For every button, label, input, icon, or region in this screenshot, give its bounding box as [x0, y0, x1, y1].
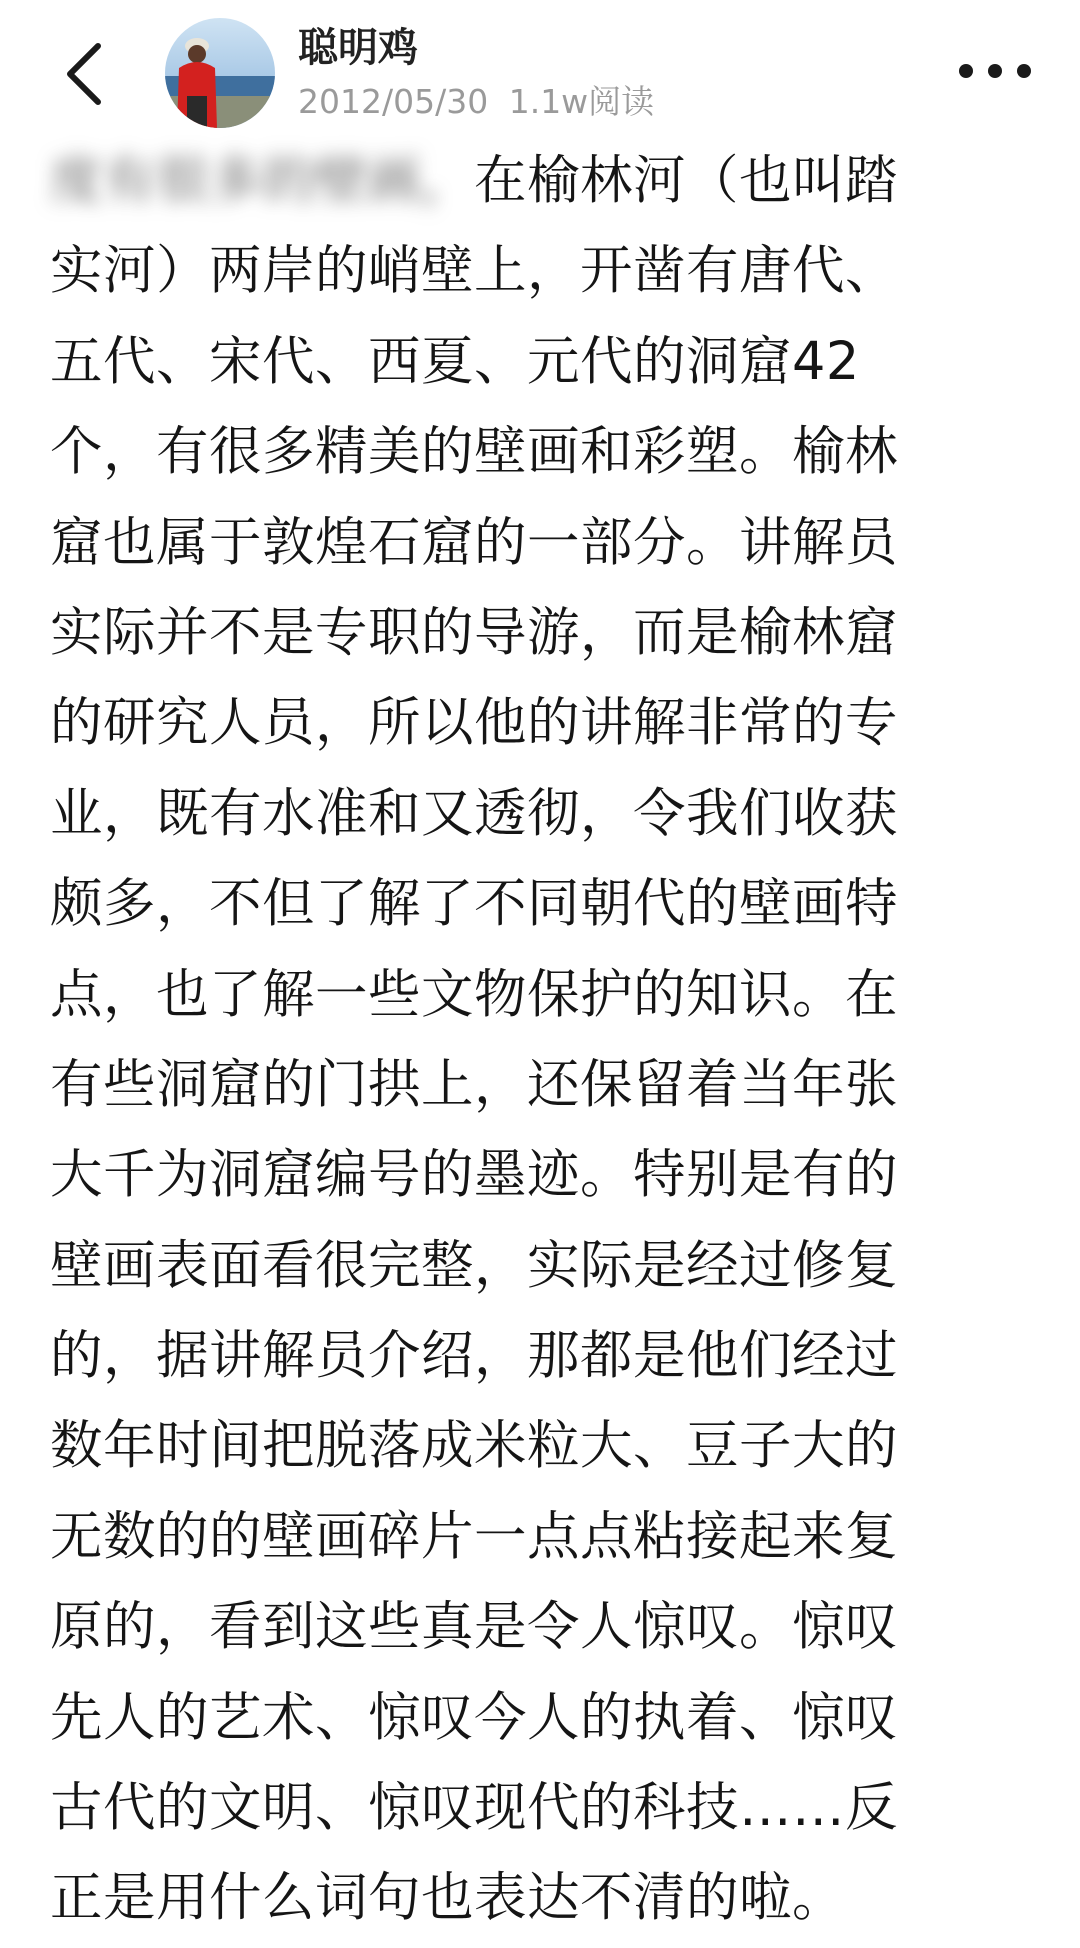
article-line: 窟也属于敦煌石窟的一部分。讲解员: [50, 511, 899, 573]
post-date: 2012/05/30: [298, 82, 489, 121]
article-text: 在榆林河（也叫踏: [474, 150, 899, 211]
obscured-text: 度有很多的壁画，: [50, 150, 475, 211]
view-count: 1.1w阅读: [508, 82, 655, 121]
more-horizontal-icon: [959, 64, 973, 78]
article-line: 正是用什么词句也表达不清的啦。: [50, 1867, 846, 1929]
article-line: 个，有很多精美的壁画和彩塑。榆林: [50, 421, 899, 483]
article-line: 五代、宋代、西夏、元代的洞窟42: [50, 330, 860, 392]
more-dot: [1017, 64, 1031, 78]
article-line: 大千为洞窟编号的墨迹。特别是有的: [50, 1144, 899, 1206]
top-bar: [0, 0, 1080, 140]
article-line: 古代的文明、惊叹现代的科技……反: [50, 1777, 899, 1839]
article-line: [50, 136, 1010, 226]
more-button[interactable]: [955, 52, 1035, 92]
article-line: 颇多，不但了解了不同朝代的壁画特: [50, 873, 899, 935]
post-meta: [298, 80, 654, 124]
more-dot: [988, 64, 1002, 78]
back-button[interactable]: [58, 40, 114, 108]
avatar-photo: [165, 18, 275, 128]
article-line: 实际并不是专职的导游，而是榆林窟: [50, 601, 899, 663]
article-line: 无数的的壁画碎片一点点粘接起来复: [50, 1505, 899, 1567]
article-line: 先人的艺术、惊叹今人的执着、惊叹: [50, 1686, 899, 1748]
article-line: 的，据讲解员介绍，那都是他们经过: [50, 1325, 899, 1387]
avatar[interactable]: [165, 18, 275, 128]
article-line: 实河）两岸的峭壁上，开凿有唐代、: [50, 240, 899, 302]
chevron-left-icon: [58, 40, 114, 108]
article-line: 原的，看到这些真是令人惊叹。惊叹: [50, 1596, 899, 1658]
article-body: [50, 136, 1010, 1944]
article-line: 数年时间把脱落成米粒大、豆子大的: [50, 1415, 899, 1477]
article-line: 业，既有水准和又透彻，令我们收获: [50, 782, 899, 844]
article-line: 壁画表面看很完整，实际是经过修复: [50, 1234, 899, 1296]
author-name[interactable]: 聪明鸡: [298, 25, 418, 71]
article-line: 的研究人员，所以他的讲解非常的专: [50, 692, 899, 754]
article-line: 有些洞窟的门拱上，还保留着当年张: [50, 1053, 899, 1115]
article-line: 点，也了解一些文物保护的知识。在: [50, 963, 899, 1025]
